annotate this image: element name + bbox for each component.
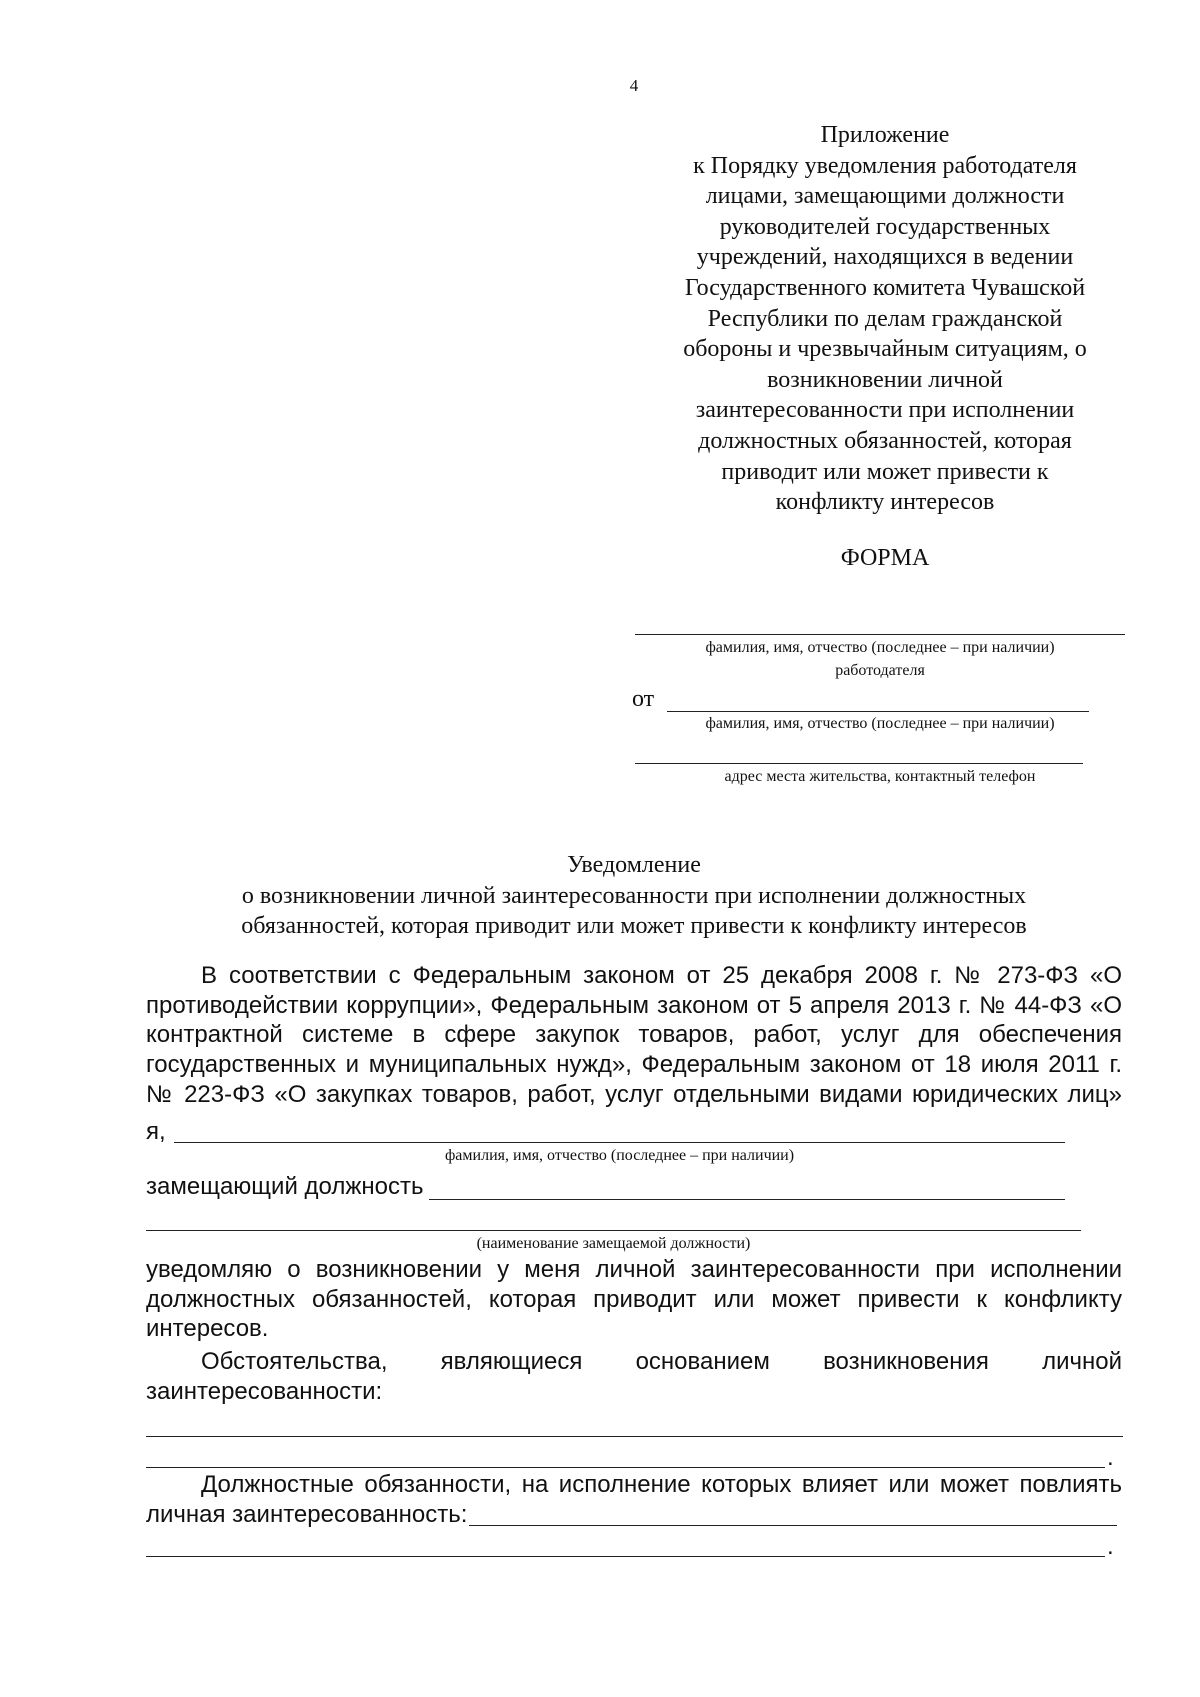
paragraph-line: личная заинтересованность: xyxy=(146,1500,468,1528)
form-label: ФОРМА xyxy=(840,545,930,571)
circumstances-field-line[interactable] xyxy=(146,1436,1123,1437)
paragraph-line: В соответствии с Федеральным законом от 25 декабря 2008 г. № 273-ФЗ «О xyxy=(201,962,1122,989)
position-caption: (наименование замещаемой должности) xyxy=(476,1235,751,1252)
paragraph-line: контрактной системе в сфере закупок товаров, работ, услуг для обеспечения xyxy=(146,1021,1122,1049)
paragraph-line: № 223-ФЗ «О закупках товаров, работ, услуг отдельными видами юридических лиц» xyxy=(146,1080,1122,1108)
circumstances-paragraph xyxy=(146,1347,1122,1406)
notice-subtitle-line: обязанностей, которая приводит или может привести к конфликту интересов xyxy=(241,913,1027,939)
employer-caption-2: работодателя xyxy=(835,662,925,679)
paragraph-line: заинтересованности: xyxy=(146,1377,383,1405)
duties-field[interactable] xyxy=(469,1525,1117,1526)
reporter-name-field[interactable] xyxy=(174,1142,1065,1143)
duties-period: . xyxy=(1107,1533,1114,1560)
notice-subtitle-line: о возникновении личной заинтересованности при исполнении должностных xyxy=(241,883,1027,909)
appendix-line: должностных обязанностей, которая xyxy=(698,427,1072,454)
appendix-line: Республики по делам гражданской xyxy=(707,305,1063,332)
appendix-line: заинтересованности при исполнении xyxy=(695,397,1075,424)
appendix-line: обороны и чрезвычайным ситуациям, о xyxy=(683,336,1087,363)
position-field[interactable] xyxy=(429,1199,1065,1200)
paragraph-line: интересов. xyxy=(146,1315,269,1343)
notice-title: Уведомление xyxy=(567,852,701,878)
circumstances-period: . xyxy=(1107,1444,1114,1471)
employer-caption: фамилия, имя, отчество (последнее – при наличии) xyxy=(705,639,1055,656)
sender-caption: фамилия, имя, отчество (последнее – при наличии) xyxy=(705,715,1055,732)
paragraph-line: государственных и муниципальных нужд», Федеральным законом от 18 июля 2011 г. xyxy=(146,1051,1122,1079)
page-number: 4 xyxy=(629,76,639,95)
duties-field-line-2[interactable] xyxy=(146,1556,1105,1557)
paragraph-line: Должностные обязанности, на исполнение которых влияет или может повлиять xyxy=(201,1471,1122,1498)
paragraph-line: Обстоятельства, являющиеся основанием возникновения личной xyxy=(201,1348,1122,1375)
appendix-line: возникновении личной xyxy=(767,366,1003,393)
paragraph-line: противодействии коррупции», Федеральным законом от 5 апреля 2013 г. № 44-ФЗ «О xyxy=(146,991,1122,1019)
appendix-line: Государственного комитета Чувашской xyxy=(684,274,1086,301)
employer-name-field[interactable] xyxy=(635,634,1125,635)
appendix-line: лицами, замещающими должности xyxy=(705,183,1065,210)
paragraph-line: уведомляю о возникновении у меня личной заинтересованности при исполнении xyxy=(146,1256,1122,1283)
notification-paragraph xyxy=(146,1255,1122,1344)
appendix-heading xyxy=(620,120,1150,518)
appendix-line: руководителей государственных xyxy=(719,213,1051,240)
reporter-name-caption: фамилия, имя, отчество (последнее – при наличии) xyxy=(444,1147,795,1164)
appendix-line: приводит или может привести к xyxy=(721,458,1049,485)
paragraph-line: должностных обязанностей, которая приводит или может привести к конфликту xyxy=(146,1285,1122,1313)
sender-name-field[interactable] xyxy=(667,711,1089,712)
appendix-line: Приложение xyxy=(820,122,950,148)
circumstances-field-line-2[interactable] xyxy=(146,1467,1105,1468)
appendix-line: к Порядку уведомления работодателя xyxy=(693,152,1077,179)
duties-paragraph xyxy=(146,1470,1122,1529)
appendix-line: конфликту интересов xyxy=(775,489,995,516)
appendix-line: учреждений, находящихся в ведении xyxy=(696,244,1074,271)
i-label: я, xyxy=(146,1118,166,1145)
legal-basis-paragraph xyxy=(146,961,1122,1110)
address-field[interactable] xyxy=(635,763,1083,764)
position-field-line-2[interactable] xyxy=(146,1230,1081,1231)
address-caption: адрес места жительства, контактный телефон xyxy=(724,768,1036,785)
position-label: замещающий должность xyxy=(146,1173,424,1200)
from-label: от xyxy=(632,686,655,712)
